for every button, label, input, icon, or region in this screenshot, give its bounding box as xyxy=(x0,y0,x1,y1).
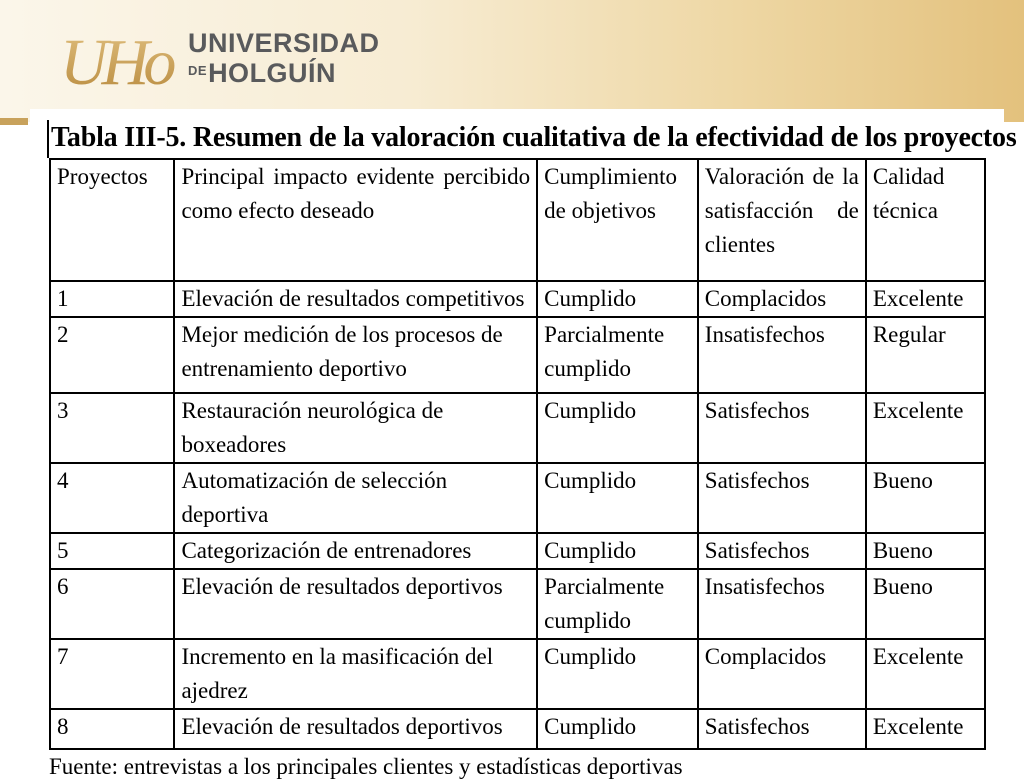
cell-objectives: Cumplido xyxy=(537,393,698,463)
cell-impact: Incremento en la masificación del ajedrez xyxy=(174,639,537,709)
table-row xyxy=(50,569,985,639)
university-name xyxy=(188,30,380,87)
cell-quality: Excelente xyxy=(866,281,985,317)
gold-accent-tab xyxy=(0,118,28,125)
cell-satisfaction: Satisfechos xyxy=(698,463,866,533)
cell-satisfaction: Complacidos xyxy=(698,639,866,709)
table-row xyxy=(50,393,985,463)
cell-project-number: 7 xyxy=(50,639,174,709)
cell-quality: Bueno xyxy=(866,569,985,639)
cell-project-number: 1 xyxy=(50,281,174,317)
university-line1: UNIVERSIDAD xyxy=(188,28,380,58)
cell-impact: Restauración neurológica de boxeadores xyxy=(174,393,537,463)
cell-project-number: 4 xyxy=(50,463,174,533)
header-cell-proyectos: Proyectos xyxy=(50,159,174,281)
cell-objectives: Cumplido xyxy=(537,709,698,749)
cell-satisfaction: Insatisfechos xyxy=(698,569,866,639)
cell-impact: Mejor medición de los procesos de entrenamiento deportivo xyxy=(174,317,537,393)
cell-impact: Categorización de entrenadores xyxy=(174,533,537,569)
cell-objectives: Parcialmente cumplido xyxy=(537,569,698,639)
header-cell-valoracion: Valoración de la satisfacción de clientes xyxy=(698,159,866,281)
logo-letters: UHo xyxy=(60,26,171,94)
cell-objectives: Cumplido xyxy=(537,281,698,317)
cell-impact: Elevación de resultados deportivos xyxy=(174,569,537,639)
cell-satisfaction: Complacidos xyxy=(698,281,866,317)
header-cell-impacto: Principal impacto evidente percibido como efecto deseado xyxy=(174,159,537,281)
cell-project-number: 8 xyxy=(50,709,174,749)
university-logo xyxy=(58,24,178,94)
cell-satisfaction: Insatisfechos xyxy=(698,317,866,393)
cell-quality: Excelente xyxy=(866,709,985,749)
table-row xyxy=(50,709,985,749)
table-row xyxy=(50,533,985,569)
cell-satisfaction: Satisfechos xyxy=(698,533,866,569)
university-city: HOLGUÍN xyxy=(208,58,337,88)
table-row xyxy=(50,317,985,393)
cell-quality: Bueno xyxy=(866,533,985,569)
table-row xyxy=(50,639,985,709)
cell-objectives: Parcialmente cumplido xyxy=(537,317,698,393)
cell-project-number: 5 xyxy=(50,533,174,569)
table-header-row xyxy=(50,159,985,281)
cell-impact: Elevación de resultados competitivos xyxy=(174,281,537,317)
table-title: Tabla III-5. Resumen de la valoración cualitativa de la efectividad de los proyectos xyxy=(51,122,1017,153)
results-table xyxy=(49,158,986,750)
cell-satisfaction: Satisfechos xyxy=(698,393,866,463)
cell-objectives: Cumplido xyxy=(537,533,698,569)
table-source-note: Fuente: entrevistas a los principales clientes y estadísticas deportivas xyxy=(49,754,683,779)
cell-satisfaction: Satisfechos xyxy=(698,709,866,749)
university-line2 xyxy=(188,60,380,87)
table-row xyxy=(50,281,985,317)
cell-project-number: 6 xyxy=(50,569,174,639)
title-left-rule xyxy=(47,120,49,158)
cell-objectives: Cumplido xyxy=(537,639,698,709)
header-cell-calidad: Calidad técnica xyxy=(866,159,985,281)
cell-objectives: Cumplido xyxy=(537,463,698,533)
university-prefix: DE xyxy=(188,63,208,78)
cell-project-number: 2 xyxy=(50,317,174,393)
cell-project-number: 3 xyxy=(50,393,174,463)
cell-quality: Excelente xyxy=(866,639,985,709)
cell-quality: Bueno xyxy=(866,463,985,533)
cell-quality: Excelente xyxy=(866,393,985,463)
header-cell-cumplimiento: Cumplimiento de objetivos xyxy=(537,159,698,281)
cell-impact: Automatización de selección deportiva xyxy=(174,463,537,533)
table-row xyxy=(50,463,985,533)
cell-quality: Regular xyxy=(866,317,985,393)
cell-impact: Elevación de resultados deportivos xyxy=(174,709,537,749)
